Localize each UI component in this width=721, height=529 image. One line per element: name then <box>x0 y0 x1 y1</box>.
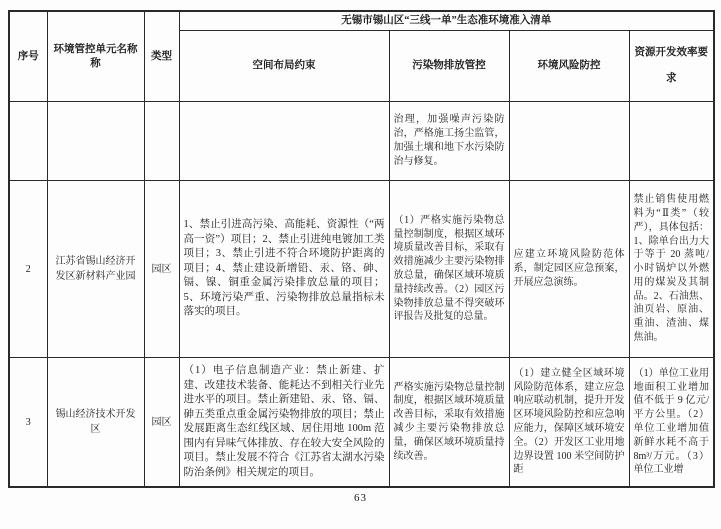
header-spatial-constraints: 空间布局约束 <box>179 31 389 102</box>
cell-spatial-constraints: 1、禁止引进高污染、高能耗、资源性（“两高一资”）项目；2、禁止引进纯电镀加工类项目；3、禁止引进不符合环境防护距离的项目；4、禁止建设新增铅、汞、铬、砷、镉、镍、铜重金属污染排放总量的项目；5、环境污染严重、污染物排放总量指标未落实的项目。 <box>179 181 389 358</box>
cell-type: 园区 <box>144 181 179 358</box>
cell-risk-prevention <box>509 102 629 181</box>
cell-unit-name: 锡山经济技术开发区 <box>47 358 144 488</box>
header-risk-prevention: 环境风险防控 <box>509 31 629 102</box>
cell-index <box>9 102 47 181</box>
cell-unit-name: 江苏省锡山经济开发区新材料产业园 <box>47 181 144 358</box>
cell-resource-efficiency <box>629 102 714 181</box>
table-row-2 <box>9 181 714 358</box>
cell-index: 3 <box>9 358 47 488</box>
cell-pollution-control: 严格实施污染物总量控制制度，根据区域环境质量改善目标，采取有效措施减少主要污染物排放总量，确保区域环境质量持续改善。 <box>389 358 509 488</box>
cell-spatial-constraints <box>179 102 389 181</box>
eco-access-list-table <box>8 10 715 488</box>
cell-pollution-control: （1）严格实施污染物总量控制制度，根据区域环境质量改善目标，采取有效措施减少主要污染物排放总量，确保区域环境质量持续改善。（2）园区污染物排放总量不得突破环评报告及批复的总量。 <box>389 181 509 358</box>
header-pollution-control: 污染物排放管控 <box>389 31 509 102</box>
table-row-3 <box>9 358 714 488</box>
table-row-continuation <box>9 102 714 181</box>
cell-spatial-constraints: （1）电子信息制造产业：禁止新建、扩建、改建技术装备、能耗达不到相关行业先进水平的项目。禁止新建铅、汞、铬、镉、砷五类重点重金属污染物排放的项目；禁止发展距离生态红线区域、居住用地 100m 范围内有异味气体排放、存在较大安全风险的项目。禁止发展不符合《江苏省太湖水污染防治条例》相关规定的项目。 <box>179 358 389 488</box>
header-resource-efficiency: 资源开发效率要求 <box>629 31 714 102</box>
header-index: 序号 <box>9 11 47 102</box>
table-title-row <box>9 11 714 31</box>
cell-resource-efficiency: （1）单位工业用地面积工业增加值不低于 9 亿元/平方公里。（2）单位工业增加值新鲜水耗不高于 8m³/万元。（3）单位工业增 <box>629 358 714 488</box>
header-type: 类型 <box>144 11 179 102</box>
cell-unit-name <box>47 102 144 181</box>
page-number: 63 <box>354 492 367 504</box>
table-title: 无锡市锡山区“三线一单”生态准环境准入清单 <box>179 11 714 31</box>
header-unit-name: 环境管控单元名称 称 <box>47 11 144 102</box>
cell-pollution-control: 治理，加强噪声污染防治，严格施工扬尘监管，加强土壤和地下水污染防治与修复。 <box>389 102 509 181</box>
cell-risk-prevention: 应建立环境风险防范体系，制定园区应急预案，开展应急演练。 <box>509 181 629 358</box>
cell-risk-prevention: （1）建立健全区域环境风险防范体系，建立应急响应联动机制，提升开发区环境风险防控和应急响应能力，保障区域环境安全。（2）开发区工业用地边界设置 100 米空间防护距 <box>509 358 629 488</box>
cell-index: 2 <box>9 181 47 358</box>
cell-resource-efficiency: 禁止销售使用燃料为“Ⅱ类”（较严），具体包括：1、除单台出力大于等于 20 蒸吨/小时锅炉以外燃用的煤炭及其制品。2、石油焦、油页岩、原油、重油、渣油、煤焦油。 <box>629 181 714 358</box>
cell-type: 园区 <box>144 358 179 488</box>
cell-type <box>144 102 179 181</box>
